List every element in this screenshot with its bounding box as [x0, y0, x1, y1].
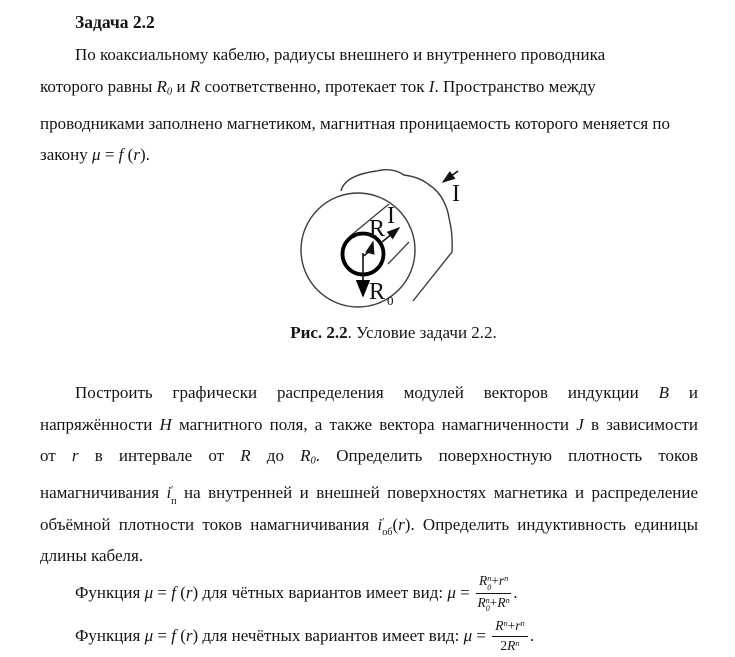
outer-conductor-circle — [301, 193, 415, 307]
text-line: Построить графически распределения модулей векторов индукции B и — [75, 383, 698, 402]
coaxial-cable-diagram — [285, 158, 485, 318]
label-outer-radius: R — [369, 279, 386, 305]
formula-even-variants: Функция μ = f (r) для чётных вариантов имеет вид: μ = R n 0 $+r^n$ R n 0 $+R^n$ . — [75, 573, 518, 614]
fraction: R n 0 $+r^n$ R n 0 $+R^n$ — [477, 573, 510, 614]
problem-title: Задача 2.2 — [75, 12, 155, 32]
radius-R-arrow — [363, 242, 373, 256]
task-paragraph — [40, 377, 698, 572]
text-line: которого равны R0 и R соответственно, протекает ток I. Пространство между — [40, 76, 596, 98]
text-line: закону μ = f (r). — [40, 145, 150, 165]
figure-2-2 — [285, 158, 485, 318]
text-line: напряжённости H магнитного поля, а также вектора намагниченности J в зависимости — [40, 414, 698, 434]
label-outer-radius-subscript: 0 — [387, 293, 394, 308]
text-line: длины кабеля. — [40, 546, 144, 566]
intro-paragraph — [40, 39, 698, 171]
label-inner-radius: R — [369, 216, 386, 242]
text-line: от r в интервале от R до R0. Определить поверхностную плотность токов — [40, 446, 698, 467]
figure-caption: Рис. 2.2. Условие задачи 2.2. — [290, 323, 497, 342]
text-line: намагничивания i ′ п на внутренней и внешней поверхностях магнетика и распределение — [40, 483, 698, 507]
fraction: $\frac{R^n+r^n}{2R^n}$ — [492, 618, 528, 655]
text-line: По коаксиальному кабелю, радиусы внешнего и внутреннего проводника — [75, 45, 606, 64]
formula-odd-variants: Функция μ = f (r) для нечётных вариантов имеет вид: μ = $\frac{R^n+r^n}{2R^n}$ . — [75, 618, 534, 653]
text-line: проводниками заполнено магнетиком, магнитная проницаемость которого меняется по — [40, 113, 670, 133]
axis-line-lower — [388, 242, 409, 264]
text-line: объёмной плотности токов намагничивания i ′ об (r). Определить индуктивность единицы — [40, 514, 699, 539]
label-axis-current: I — [387, 203, 395, 229]
label-surface-current: I — [452, 181, 460, 207]
